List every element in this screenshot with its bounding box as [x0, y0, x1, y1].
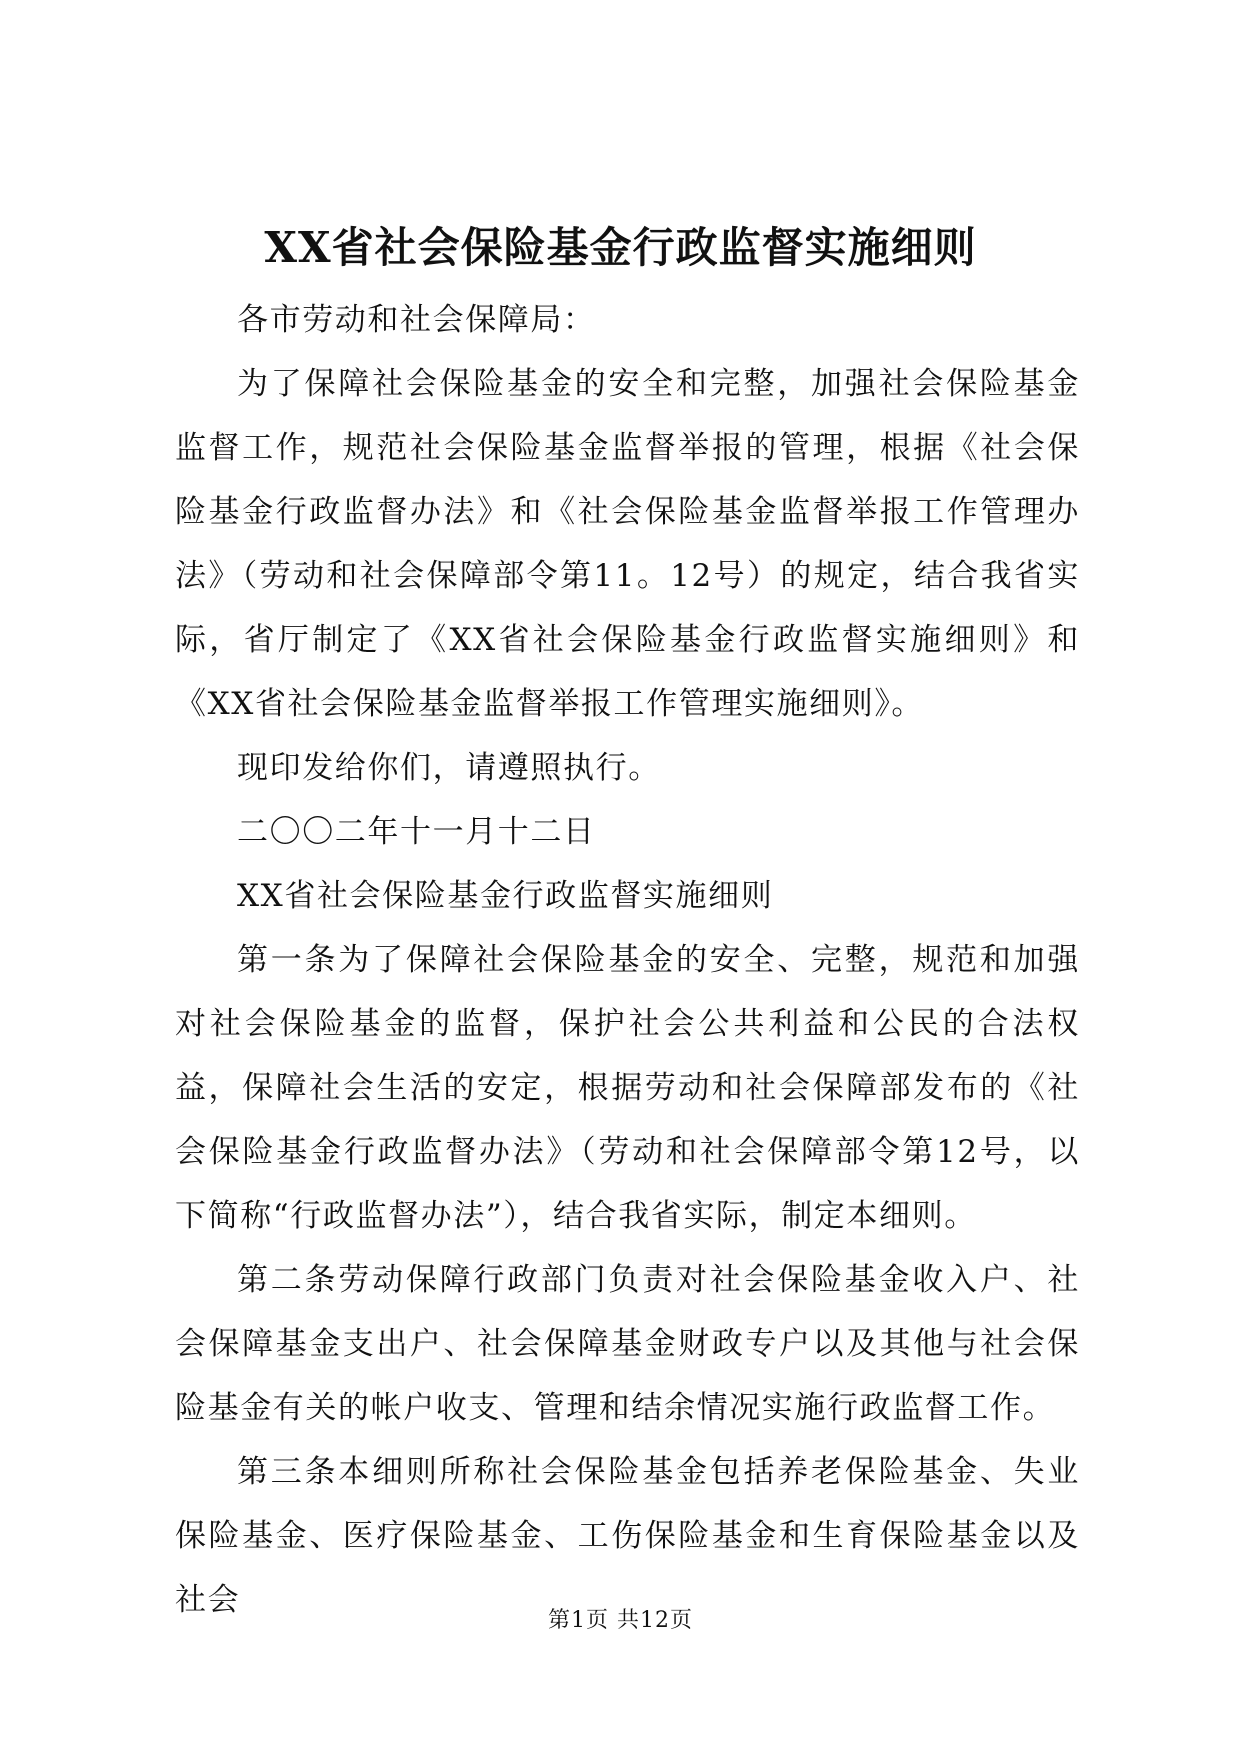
- document-title: XX省社会保险基金行政监督实施细则: [264, 223, 977, 272]
- article-3-paragraph: 第三条本细则所称社会保险基金包括养老保险基金、失业保险基金、医疗保险基金、工伤保险基金和生育保险基金以及社会: [175, 1454, 1080, 1618]
- salutation-paragraph: 各市劳动和社会保障局：: [237, 302, 596, 338]
- date-paragraph: 二〇〇二年十一月十二日: [237, 814, 596, 850]
- instruction-paragraph: 现印发给你们，请遵照执行。: [237, 750, 661, 786]
- article-2-paragraph: 第二条劳动保障行政部门负责对社会保险基金收入户、社会保障基金支出户、社会保障基金财政专户以及其他与社会保险基金有关的帐户收支、管理和结余情况实施行政监督工作。: [175, 1262, 1080, 1426]
- document-body: [175, 288, 1080, 1632]
- subtitle-paragraph: XX省社会保险基金行政监督实施细则: [237, 878, 774, 914]
- page-footer: 第1页 共12页: [548, 1608, 693, 1633]
- article-1-paragraph: 第一条为了保障社会保险基金的安全、完整，规范和加强对社会保险基金的监督，保护社会公共利益和公民的合法权益，保障社会生活的安定，根据劳动和社会保障部发布的《社会保险基金行政监督办法》（劳动和社会保障部令第12号，以下简称“行政监督办法”），结合我省实际，制定本细则。: [175, 942, 1080, 1234]
- intro-paragraph: 为了保障社会保险基金的安全和完整，加强社会保险基金监督工作，规范社会保险基金监督举报的管理，根据《社会保险基金行政监督办法》和《社会保险基金监督举报工作管理办法》（劳动和社会保障部令第11。12号）的规定，结合我省实际，省厅制定了《XX省社会保险基金行政监督实施细则》和《XX省社会保险基金监督举报工作管理实施细则》。: [175, 366, 1080, 722]
